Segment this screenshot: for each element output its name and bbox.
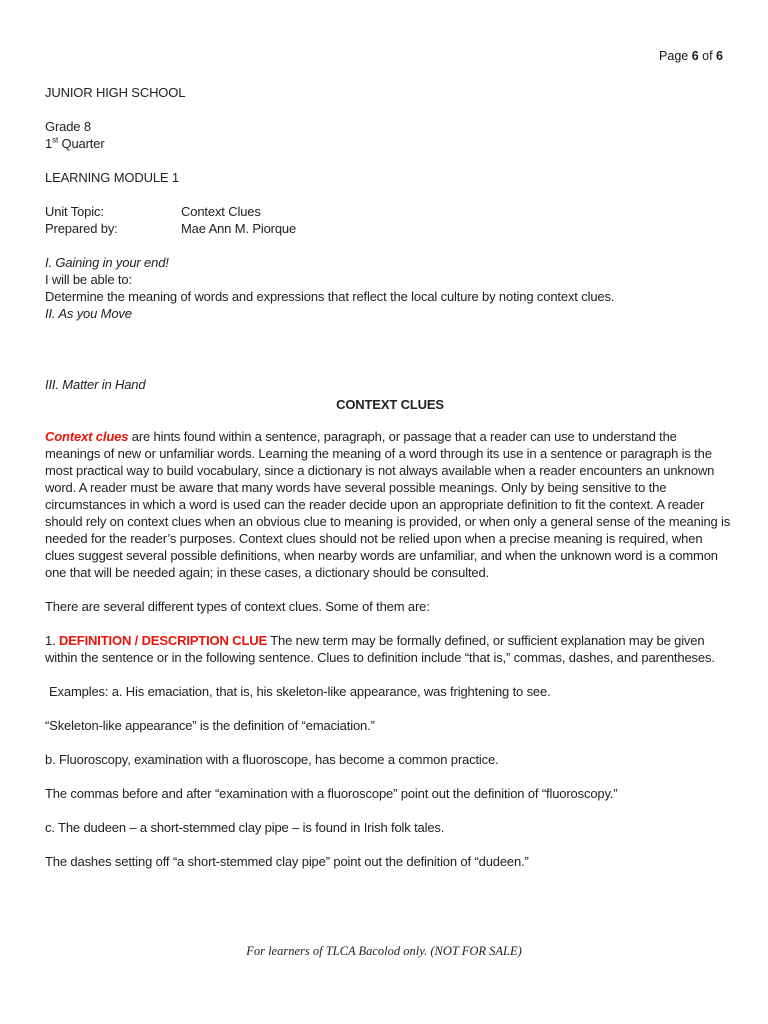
page-of: of xyxy=(698,49,717,63)
grade-level: Grade 8 xyxy=(45,119,91,134)
school-level: JUNIOR HIGH SCHOOL xyxy=(45,85,186,100)
intro-paragraph xyxy=(45,428,735,581)
clue-1-number: 1. xyxy=(45,633,60,648)
section-3-heading: III. Matter in Hand xyxy=(45,377,146,392)
objective-intro: I will be able to: xyxy=(45,272,132,287)
example-b: b. Fluoroscopy, examination with a fluoroscope, has become a common practice. xyxy=(45,752,499,767)
example-c: c. The dudeen – a short-stemmed clay pipe – is found in Irish folk tales. xyxy=(45,820,445,835)
clue-1-text: The new term may be formally defined, or sufficient explanation may be given within the sentence or in the following sentence. Clues to definition include “that is,” commas, dashes, and parentheses. xyxy=(45,633,715,665)
quarter-label: Quarter xyxy=(58,136,105,151)
section-1-heading: I. Gaining in your end! xyxy=(45,255,169,270)
prepared-by-label: Prepared by: xyxy=(45,221,118,236)
intro-term: Context clues xyxy=(45,429,129,444)
module-title: LEARNING MODULE 1 xyxy=(45,170,179,185)
page-number xyxy=(659,49,723,63)
types-intro: There are several different types of context clues. Some of them are: xyxy=(45,599,430,614)
quarter xyxy=(45,135,735,152)
main-title: CONTEXT CLUES xyxy=(336,397,444,412)
clue-1-paragraph xyxy=(45,632,735,666)
example-a-note: “Skeleton-like appearance” is the definition of “emaciation.” xyxy=(45,718,375,733)
prepared-by-value: Mae Ann M. Piorque xyxy=(181,221,297,236)
document-body xyxy=(45,84,735,870)
unit-topic-value: Context Clues xyxy=(181,204,261,219)
example-c-note: The dashes setting off “a short-stemmed clay pipe” point out the definition of “dudeen.” xyxy=(45,854,529,869)
unit-topic-label: Unit Topic: xyxy=(45,204,104,219)
page-current: 6 xyxy=(691,49,699,63)
section-2-heading: II. As you Move xyxy=(45,306,132,321)
quarter-suffix: st xyxy=(52,135,59,145)
footer-note: For learners of TLCA Bacolod only. (NOT FOR SALE) xyxy=(246,944,522,958)
page-total: 6 xyxy=(716,49,723,63)
prepared-by-row xyxy=(45,220,735,237)
clue-1-name: DEFINITION / DESCRIPTION CLUE xyxy=(59,633,268,648)
quarter-number: 1 xyxy=(45,136,53,151)
intro-text: are hints found within a sentence, paragraph, or passage that a reader can use to understand the meanings of new or unfamiliar words. Learning the meaning of a word through its use in a sentence or paragraph is the most practical way to build vocabulary, since a dictionary is not always available when a reader encounters an unknown word. A reader must be aware that many words have several possible meanings. Only by being sensitive to the circumstances in which a word is used can the reader decide upon an appropriate definition to fit the context. A reader should rely on context clues when an obvious clue to meaning is provided, or when only a general sense of the meaning is needed for the reader’s purposes. Context clues should not be relied upon when a precise meaning is required, when clues suggest several possible definitions, when nearby words are unfamiliar, and when the unknown word is a common one that will be needed again; in these cases, a dictionary should be consulted. xyxy=(45,429,731,580)
example-b-note: The commas before and after “examination with a fluoroscope” point out the definition of “fluoroscopy.” xyxy=(45,786,618,801)
example-a: Examples: a. His emaciation, that is, his skeleton-like appearance, was frightening to see. xyxy=(49,684,551,699)
unit-topic-row xyxy=(45,203,735,220)
objective-text: Determine the meaning of words and expressions that reflect the local culture by noting context clues. xyxy=(45,289,615,304)
page-prefix: Page xyxy=(659,49,692,63)
